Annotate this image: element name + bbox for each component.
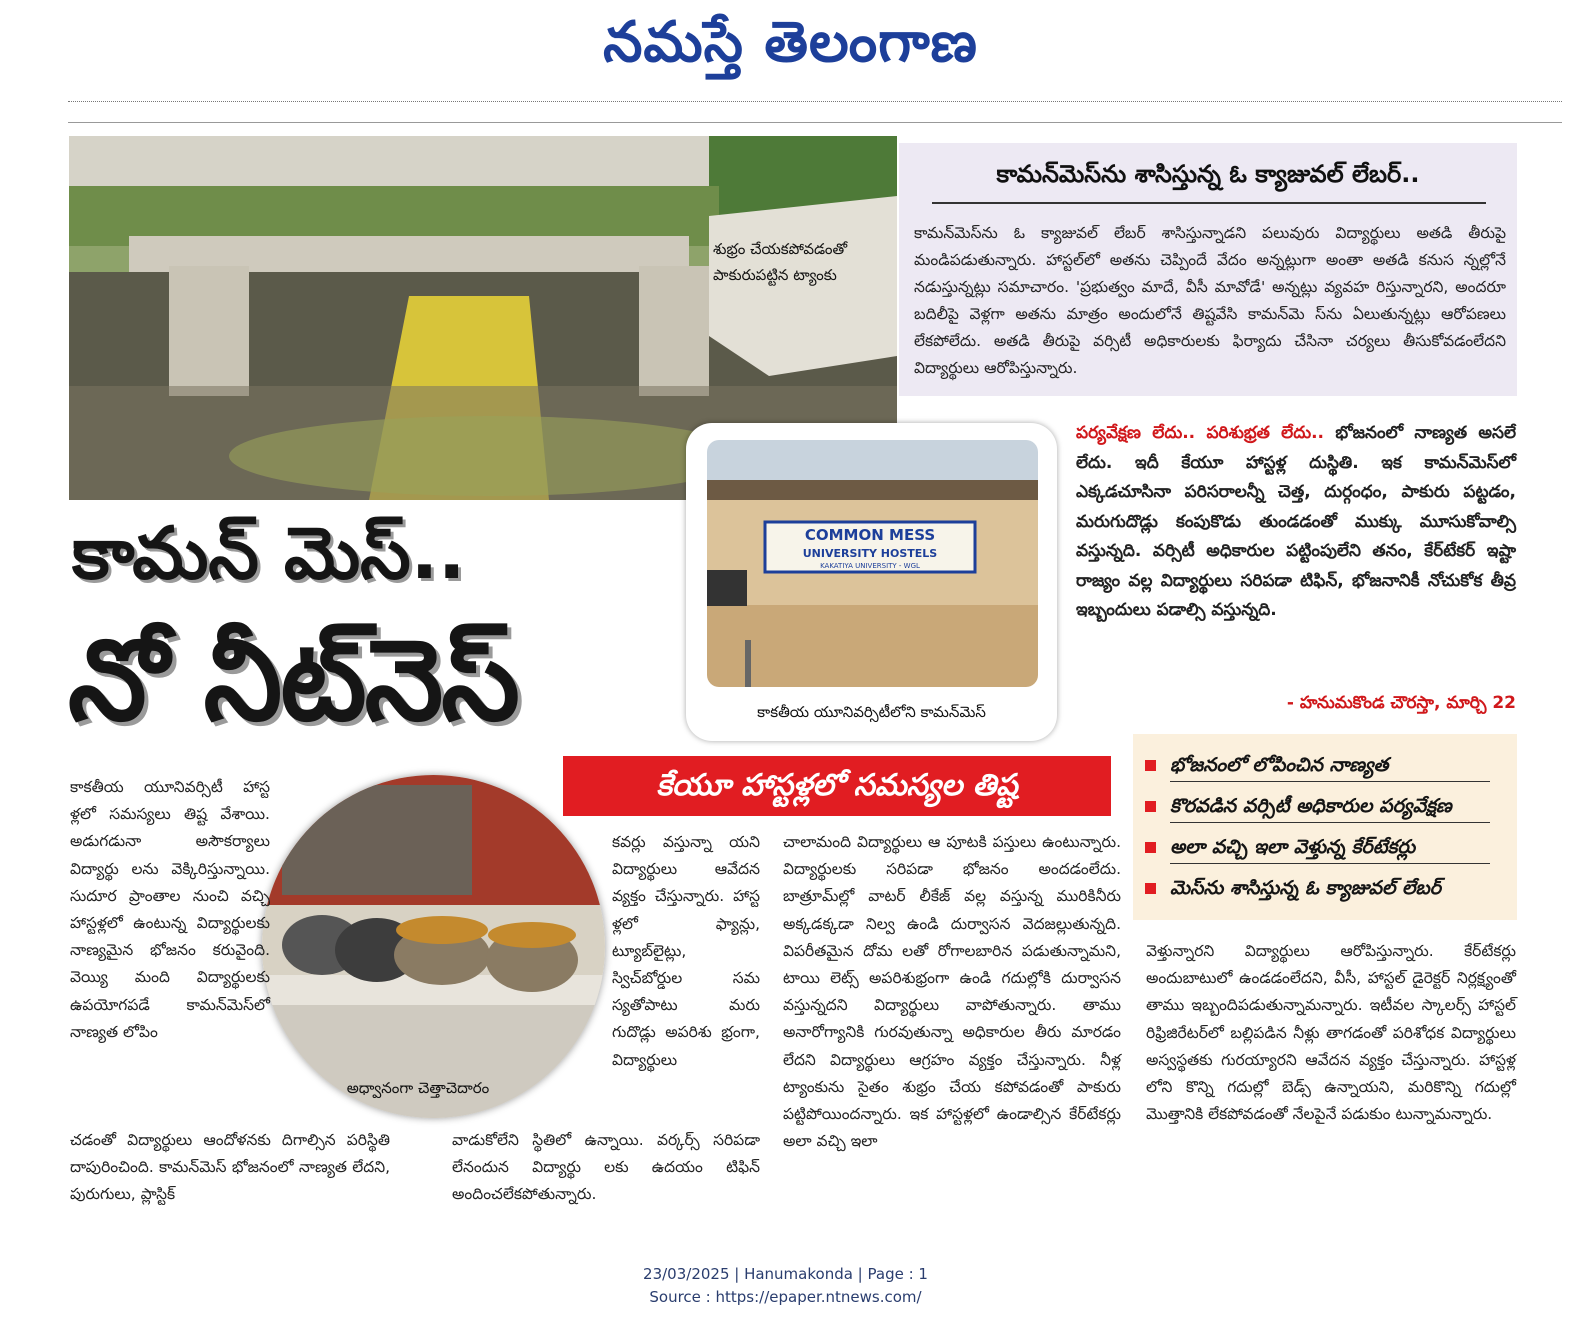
footer-source: Source : https://epaper.ntnews.com/	[649, 1288, 922, 1306]
tank-photo-caption: శుభ్రం చేయకపోవడంతో పాకురుపట్టిన ట్యాంకు	[713, 240, 848, 284]
bullet-square-icon	[1145, 760, 1156, 771]
headline-line1: కామన్ మెస్..	[72, 511, 466, 595]
intro-body: భోజనంలో నాణ్యత అసలే లేదు. ఇదీ కేయూ హాస్టళ్ల దుస్థితి. ఇక కామన్‌మెస్‌లో ఎక్కడచూసినా పరిసరాలన్నీ చెత్త, దుర్గంధం, పాకురు పట్టడం, మరుగుదొడ్లు కంపుకొడు తుండడంతో ముక్కు మూసుకోవాల్సి వస్తున్నది. వర్సిటీ అధికారుల పట్టింపులేని తనం, కేర్‌టేకర్ ఇష్టా రాజ్యం వల్ల విద్యార్థులు సరిపడా టిఫిన్, భోజనానికీ నోచుకోక తీవ్ర ఇబ్బందులు పడాల్సి వస్తున్నది.	[1076, 423, 1516, 620]
bullet-square-icon	[1145, 801, 1156, 812]
box-title-rule	[932, 202, 1486, 204]
body-column-2: కవర్లు వస్తున్నా యని విద్యార్థులు ఆవేదన వ్యక్తం చేస్తున్నారు. హాస్ట ళ్లలో ఫ్యాన్లు, ట్యూబ్‌లైట్లు, స్విచ్‌బోర్డుల సమ స్యతోపాటు మరు గుదొడ్లు అపరిశు భ్రంగా, విద్యార్థులు	[612, 833, 760, 1069]
highlight-rule	[1170, 781, 1490, 782]
garbage-photo-caption: అధ్వానంగా చెత్తాచెదారం	[346, 1079, 490, 1097]
footer-edition-info: 23/03/2025 | Hanumakonda | Page : 1	[643, 1265, 928, 1283]
highlight-item: భోజనంలో లోపించిన నాణ్యత	[1145, 754, 1505, 781]
masthead-title: నమస్తే తెలంగాణ	[603, 10, 978, 75]
intro-kicker: పర్యవేక్షణ లేదు.. పరిశుభ్రత లేదు..	[1076, 423, 1324, 443]
mess-sign-line2: UNIVERSITY HOSTELS	[802, 547, 938, 560]
dateline: - హనుమకొండ చౌరస్తా, మార్చి 22	[1286, 693, 1516, 713]
subhead-banner-text: కేయూ హాస్టళ్లలో సమస్యల తిష్ట	[656, 768, 1018, 803]
highlight-rule	[1170, 822, 1490, 823]
bullet-square-icon	[1145, 883, 1156, 894]
common-mess-caption: కాకతీయ యూనివర్సిటీలోని కామన్‌మెస్	[757, 703, 986, 721]
headline-line2: నో నీట్‌నెస్	[68, 616, 518, 746]
highlight-item: మెస్‌ను శాసిస్తున్న ఓ క్యాజువల్ లేబర్	[1145, 877, 1505, 904]
highlight-item: అలా వచ్చి ఇలా వెళ్తున్న కేర్‌టేకర్లు	[1145, 836, 1505, 863]
box-story-body: కామన్‌మెస్‌ను ఓ క్యాజువల్ లేబర్ శాసిస్తున్నాడని పలువురు విద్యార్థులు అతడి తీరుపై మండిపడుతున్నారు. హాస్టల్‌లో అతను చెప్పిందే వేదం అన్నట్లుగా అంతా అతడి కనుస న్నల్లోనే నడుస్తున్నట్లు సమాచారం. 'ప్రభుత్వం మాదే, వీసీ మావోడే' అన్నట్లు వ్యవహ రిస్తున్నారని, అందరూ బదిలీపై వెళ్లగా అతను మాత్రం అందులోనే తిష్టవేసి కామన్‌మె స్‌ను ఏలుతున్నట్లు ఆరోపణలు లేకపోలేదు. అతడి తీరుపై వర్సిటీ అధికారులకు ఫిర్యాదు చేసినా చర్యలు తీసుకోవడంలేదని విద్యార్థులు ఆరోపిస్తున్నారు.	[914, 224, 1506, 377]
bullet-square-icon	[1145, 842, 1156, 853]
garbage-photo	[262, 775, 605, 1118]
body-column-1-bottom: చడంతో విద్యార్థులు ఆందోళనకు దిగాల్సిన పరిస్థితి దాపురించింది. కామన్‌మెస్ భోజనంలో నాణ్యత లేదని, పురుగులు, ప్లాస్టిక్	[70, 1131, 390, 1204]
body-column-2-bottom: వాడుకోలేని స్థితిలో ఉన్నాయి. వర్కర్స్ సరిపడా లేనందున విద్యార్థు లకు ఉదయం టిఫిన్ అందించలేకపోతున్నారు.	[452, 1131, 760, 1204]
mess-sign-line1: COMMON MESS	[804, 526, 936, 544]
header-rule	[68, 122, 1562, 123]
body-column-3: చాలామంది విద్యార్థులు ఆ పూటకి పస్తులు ఉంటున్నారు. విద్యార్థులకు సరిపడా భోజనం అందడంలేదు. బాత్రూమ్‌ల్లో వాటర్ లీకేజ్ వల్ల వస్తున్న మురికినీరు అక్కడక్కడా నిల్వ ఉండి దుర్వాసన వెదజల్లుతున్నది. విపరీతమైన దోమ లతో రోగాలబారిన పడుతున్నామని, టాయి లెట్స్ అపరిశుభ్రంగా ఉండి గదుల్లోకి దుర్వాసన వస్తున్నదని విద్యార్థులు వాపోతున్నారు. తాము అనారోగ్యానికి గురవుతున్నా అధికారుల తీరు మారడం లేదని విద్యార్థులు ఆగ్రహం వ్యక్తం చేస్తున్నారు. నీళ్ల ట్యాంకును సైతం శుభ్రం చేయ కపోవడంతో పాకురు పట్టిపోయిందన్నారు. ఇక హాస్టళ్లలో ఉండాల్సిన కేర్‌టేకర్లు అలా వచ్చి ఇలా	[783, 833, 1121, 1151]
intro-story	[1076, 419, 1516, 626]
body-column-1: కాకతీయ యూనివర్సిటీ హాస్ట ళ్లలో సమస్యలు తిష్ట వేశాయి. అడుగడునా అసౌకర్యాలు విద్యార్థు లను వెక్కిరిస్తున్నాయి. సుదూర ప్రాంతాల నుంచి వచ్చి హాస్టళ్లలో ఉంటున్న విద్యార్థులకు నాణ్యమైన భోజనం కరువైంది. వెయ్యి మంది విద్యార్థులకు ఉపయోగపడే కామన్‌మెస్‌లో నాణ్యత లోపిం	[70, 778, 270, 1041]
mess-sign-line3: KAKATIYA UNIVERSITY - WGL	[820, 562, 920, 570]
box-story-title: కామన్‌మెస్‌ను శాసిస్తున్న ఓ క్యాజువల్ లేబర్..	[996, 160, 1420, 188]
body-column-4: వెళ్తున్నారని విద్యార్థులు ఆరోపిస్తున్నారు. కేర్‌టేకర్లు అందుబాటులో ఉండడంలేదని, వీసీ, హాస్టల్ డైరెక్టర్ నిర్లక్ష్యంతో తాము ఇబ్బందిపడుతున్నామన్నారు. ఇటీవల స్కాలర్స్ హాస్టల్ రిఫ్రిజిరేటర్‌లో బల్లిపడిన నీళ్లు తాగడంతో పరిశోధక విద్యార్థులు అస్వస్థతకు గురయ్యారని ఆవేదన వ్యక్తం చేస్తున్నారు. హాస్టళ్ల లోని కొన్ని గదుల్లో బెడ్స్ ఉన్నాయని, మరికొన్ని గదుల్లో మొత్తానికి లేకపోవడంతో నేలపైనే పడుకుం టున్నామన్నారు.	[1146, 942, 1516, 1124]
highlight-item: కొరవడిన వర్సిటీ అధికారుల పర్యవేక్షణ	[1145, 795, 1505, 822]
highlight-rule	[1170, 863, 1490, 864]
top-dotted-rule	[68, 101, 1562, 102]
common-mess-photo	[707, 440, 1038, 687]
masthead	[0, 4, 1581, 82]
